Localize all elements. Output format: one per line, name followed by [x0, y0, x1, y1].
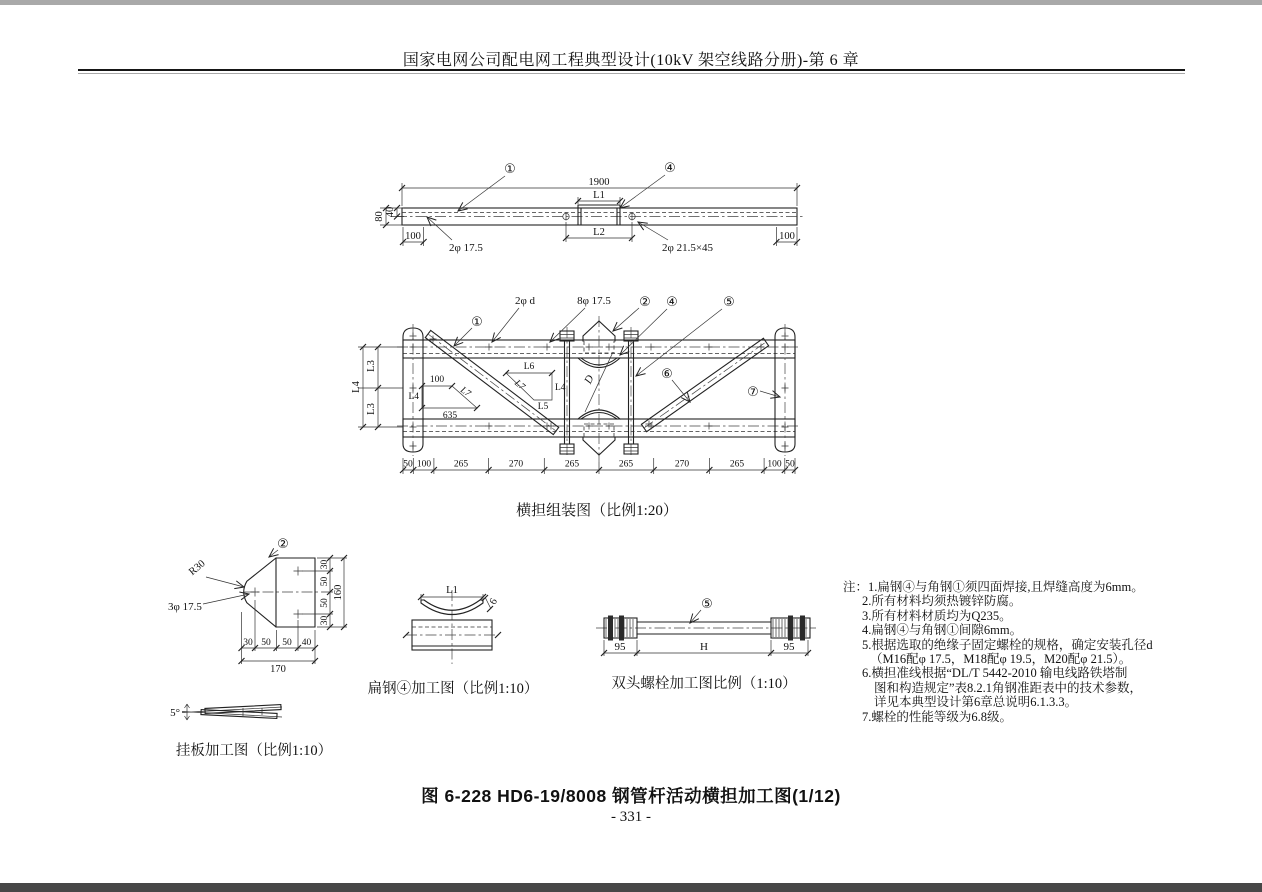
dim-40: 40 [385, 206, 396, 218]
part-balloon-2: ② [277, 537, 289, 552]
svg-text:270: 270 [674, 459, 690, 470]
dim-L3-lower: L3 [366, 403, 377, 415]
svg-text:270: 270 [508, 459, 524, 470]
bottom-edge [0, 883, 1262, 892]
note-line: （M16配φ 17.5，M18配φ 19.5，M20配φ 21.5）。 [870, 652, 1132, 667]
gusset-callout-left [408, 375, 480, 421]
svg-text:30: 30 [320, 559, 330, 570]
dim-100-left: 100 [405, 231, 421, 242]
note-line: 5.根据选取的绝缘子固定螺栓的规格，确定安装孔径d [862, 637, 1153, 652]
notes-block [843, 580, 1247, 724]
part-balloon-2: ② [639, 295, 651, 310]
hang-plate-side-view [170, 704, 282, 720]
gusset-callout-center [503, 362, 566, 412]
note-line: 2.所有材料均须热镀锌防腐。 [862, 594, 1022, 609]
svg-text:265: 265 [729, 459, 745, 470]
stud-bolt-detail [596, 597, 816, 656]
svg-text:L5: L5 [537, 402, 549, 412]
dim-100-right: 100 [779, 231, 795, 242]
part-balloon-1: ① [504, 162, 516, 177]
svg-text:L7: L7 [512, 378, 527, 393]
svg-text:50: 50 [282, 638, 292, 648]
svg-text:50: 50 [785, 459, 795, 470]
nut [788, 616, 793, 641]
svg-text:100: 100 [767, 459, 782, 470]
svg-text:50: 50 [320, 598, 330, 608]
nut [619, 616, 624, 641]
page-header: 国家电网公司配电网工程典型设计(10kV 架空线路分册)-第 6 章 [402, 52, 860, 69]
dim-L3-upper: L3 [366, 360, 377, 372]
notes-prefix: 注： [843, 580, 869, 594]
svg-text:635: 635 [442, 411, 458, 421]
svg-text:L7: L7 [458, 385, 473, 400]
svg-text:100: 100 [416, 459, 432, 470]
dim-L2: L2 [593, 227, 605, 238]
part-balloon-6: ⑥ [661, 367, 673, 382]
nut [608, 616, 613, 641]
hole-callout-8: 8φ 17.5 [577, 295, 611, 307]
dim-L4: L4 [351, 381, 362, 393]
holes-label: 3φ 17.5 [168, 601, 202, 613]
crossarm-top-view [374, 161, 803, 254]
part-balloon-4: ④ [666, 295, 678, 310]
svg-text:265: 265 [564, 459, 580, 470]
dim-80: 80 [374, 211, 385, 222]
svg-text:30: 30 [243, 638, 253, 648]
flat-steel-detail [403, 585, 501, 664]
crossarm-assembly-view [351, 295, 801, 474]
part-balloon-4: ④ [664, 161, 676, 176]
svg-text:265: 265 [618, 459, 634, 470]
hole-callout-2d: 2φ d [514, 295, 536, 307]
svg-text:40: 40 [301, 638, 312, 648]
part-balloon-5: ⑤ [701, 597, 713, 612]
radius-label: R30 [187, 558, 208, 578]
svg-text:50: 50 [261, 638, 271, 648]
note-line: 4.扁钢④与角钢①间隙6mm。 [862, 623, 1023, 638]
dim-170: 170 [270, 664, 286, 675]
angle-label: 5° [170, 707, 180, 719]
figure-caption: 图 6-228 HD6-19/8008 钢管杆活动横担加工图(1/12) [421, 786, 841, 806]
note-line: 7.螺栓的性能等级为6.8级。 [862, 709, 1013, 724]
dim-L1: L1 [446, 585, 458, 596]
svg-text:30: 30 [320, 615, 330, 626]
svg-text:L4: L4 [408, 392, 419, 402]
svg-text:50: 50 [403, 459, 413, 470]
part-balloon-1: ① [471, 315, 483, 330]
assembly-caption: 横担组装图（比例1:20） [516, 503, 678, 519]
dim-L1: L1 [593, 190, 605, 201]
svg-text:100: 100 [429, 375, 445, 385]
dim-95-right: 95 [783, 641, 795, 653]
dim-95-left: 95 [614, 641, 626, 653]
plate-outline [244, 558, 315, 627]
holes-label-left: 2φ 17.5 [449, 242, 483, 254]
note-line: 详见本典型设计第6章总说明6.1.3.3。 [874, 695, 1078, 710]
bolt-caption: 双头螺栓加工图比例（1:10） [611, 676, 797, 692]
svg-text:L6: L6 [523, 362, 535, 372]
note-line: 图和构造规定”表8.2.1角钢准距表中的技术参数， [874, 680, 1143, 695]
note-line: 3.所有材料材质均为Q235。 [862, 608, 1012, 623]
note-line: 6.横担准线根据“DL/T 5442-2010 输电线路铁塔制 [862, 666, 1128, 681]
part-balloon-7: ⑦ [747, 385, 759, 400]
svg-text:265: 265 [453, 459, 469, 470]
svg-text:L4: L4 [555, 383, 566, 393]
note-line: 注：1.扁钢④与角钢①须四面焊接,且焊缝高度为6mm。 [843, 580, 1144, 594]
dim-H: H [700, 641, 708, 653]
part-balloon-5: ⑤ [723, 295, 735, 310]
nut [800, 616, 805, 641]
svg-text:50: 50 [320, 576, 330, 587]
dim-6: 6 [487, 596, 500, 607]
hang-plate-caption: 挂板加工图（比例1:10） [175, 743, 333, 759]
page-number: - 331 - [611, 809, 651, 825]
hang-plate-detail [168, 537, 347, 675]
dim-D: D [582, 373, 597, 386]
holes-label-right: 2φ 21.5×45 [662, 242, 714, 254]
dim-160: 160 [333, 584, 344, 601]
flat-steel-caption: 扁钢④加工图（比例1:10） [367, 681, 539, 697]
dim-1900: 1900 [588, 177, 610, 188]
